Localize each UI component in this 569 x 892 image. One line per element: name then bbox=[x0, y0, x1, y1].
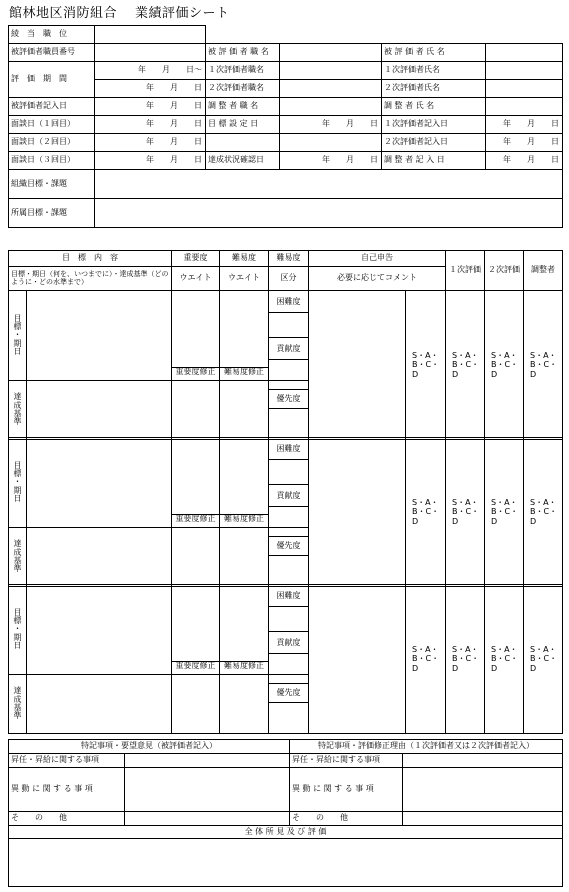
goal-vertical-char: 標 bbox=[13, 615, 22, 625]
second-name-field[interactable] bbox=[486, 80, 563, 98]
adjuster-entry-label: 調 整 者 記 入 日 bbox=[382, 152, 486, 170]
cat-difficulty-box[interactable] bbox=[269, 313, 308, 338]
self-rating-2[interactable] bbox=[406, 438, 446, 587]
cat-priority-label: 優先度 bbox=[269, 683, 308, 703]
other-label-right: そ の 他 bbox=[290, 812, 403, 826]
difficulty-weight-field-3[interactable] bbox=[220, 585, 269, 675]
difficulty-weight-field-2[interactable] bbox=[220, 438, 269, 528]
goal-block bbox=[8, 437, 563, 587]
title-doc: 業績評価シート bbox=[135, 6, 230, 21]
first-name-label: １次評価者氏名 bbox=[382, 62, 486, 80]
importance-fix-field-2[interactable] bbox=[172, 528, 220, 587]
rating-line: D bbox=[412, 663, 419, 673]
importance-fix-field-3[interactable] bbox=[172, 675, 220, 734]
goal-vertical-label bbox=[9, 438, 27, 528]
criteria-vertical-char: 成 bbox=[13, 547, 22, 557]
difficulty-fix-field-1[interactable] bbox=[220, 381, 269, 440]
header-weight2: ウエイト bbox=[220, 267, 269, 291]
interview3-field[interactable]: 年 月 日 bbox=[95, 152, 206, 170]
cat-priority-box[interactable] bbox=[269, 703, 308, 731]
rating-line: D bbox=[452, 663, 459, 673]
rating-line: S・A・ bbox=[452, 350, 479, 360]
cat-priority-label: 優先度 bbox=[269, 389, 308, 409]
cat-priority-box[interactable] bbox=[269, 409, 308, 437]
org-goal-field[interactable] bbox=[95, 170, 563, 199]
criteria-vertical-char: 基 bbox=[13, 556, 22, 565]
criteria-vertical-label bbox=[9, 528, 27, 587]
promotion-field-right[interactable] bbox=[403, 754, 563, 768]
goal-vertical-char: 目 bbox=[13, 607, 22, 617]
second-rating-2[interactable] bbox=[485, 438, 524, 587]
footer-table bbox=[8, 739, 563, 887]
first-rating-2[interactable] bbox=[446, 438, 485, 587]
priority-cell bbox=[269, 528, 309, 587]
rating-line: B・C・ bbox=[412, 360, 440, 370]
evaluatee-title-field[interactable] bbox=[280, 44, 382, 62]
rating-line: D bbox=[412, 516, 419, 526]
goal-vertical-char: ・ bbox=[13, 624, 22, 634]
cat-difficulty-box[interactable] bbox=[269, 460, 308, 485]
header-difficulty2: 難易度 bbox=[269, 251, 309, 267]
difficulty-fix-label: 難易度修正 bbox=[220, 661, 268, 674]
blank-cell-a bbox=[206, 134, 280, 152]
header-first: １次評価 bbox=[446, 251, 485, 291]
cat-difficulty-label: 困難度 bbox=[269, 585, 308, 607]
cat-contribution-label: 貢献度 bbox=[269, 485, 308, 507]
rating-line: S・A・ bbox=[491, 350, 518, 360]
goal-vertical-char: 目 bbox=[13, 313, 22, 323]
rating-line: D bbox=[452, 369, 459, 379]
rating-line: S・A・ bbox=[412, 350, 439, 360]
header-weight1: ウエイト bbox=[172, 267, 220, 291]
transfer-field-left[interactable] bbox=[125, 768, 290, 812]
rating-line: S・A・ bbox=[530, 497, 557, 507]
page-title bbox=[9, 2, 248, 21]
employee-no-label: 被評価者職員番号 bbox=[9, 44, 95, 62]
second-entry-field[interactable]: 年 月 日 bbox=[486, 134, 563, 152]
goal-vertical-char: ・ bbox=[13, 330, 22, 340]
second-rating-3[interactable] bbox=[485, 585, 524, 734]
cat-contribution-box[interactable] bbox=[269, 360, 308, 380]
cat-difficulty-box[interactable] bbox=[269, 607, 308, 632]
blank-cell-b bbox=[280, 134, 382, 152]
criteria-vertical-char: 成 bbox=[13, 400, 22, 410]
adjuster-name-label: 調 整 者 氏 名 bbox=[382, 98, 486, 116]
position-field[interactable] bbox=[95, 26, 206, 44]
rating-line: D bbox=[530, 516, 537, 526]
rating-line: B・C・ bbox=[491, 360, 519, 370]
first-title-field[interactable] bbox=[280, 62, 382, 80]
special-left-header: 特記事項・要望意見（被評価者記入） bbox=[9, 740, 290, 754]
criteria-text-field-1[interactable] bbox=[27, 381, 172, 440]
header-sub-content: 目標・期日（何を、いつまでに）・達成基準（どのように・どの水準まで） bbox=[9, 267, 172, 291]
rating-line: D bbox=[530, 663, 537, 673]
adjuster-title-label: 調 整 者 職 名 bbox=[206, 98, 280, 116]
goal-vertical-char: 標 bbox=[13, 468, 22, 478]
cat-contribution-box[interactable] bbox=[269, 507, 308, 527]
rating-line: S・A・ bbox=[491, 497, 518, 507]
rating-line: D bbox=[491, 516, 498, 526]
category-cell bbox=[269, 438, 309, 528]
goal-vertical-label bbox=[9, 291, 27, 381]
criteria-vertical-char: 基 bbox=[13, 409, 22, 418]
interview3-label: 面談日（３回目） bbox=[9, 152, 95, 170]
header-table bbox=[8, 25, 563, 228]
period-label: 評 価 期 間 bbox=[9, 62, 95, 98]
criteria-vertical-char: 達 bbox=[13, 539, 22, 549]
criteria-vertical-label bbox=[9, 675, 27, 734]
second-title-field[interactable] bbox=[280, 80, 382, 98]
progress-date-field[interactable]: 年 月 日 bbox=[280, 152, 382, 170]
overall-field[interactable] bbox=[9, 839, 563, 887]
goal-set-date-field[interactable]: 年 月 日 bbox=[280, 116, 382, 134]
header-category: 区分 bbox=[269, 267, 309, 291]
header-importance: 重要度 bbox=[172, 251, 220, 267]
interview1-field[interactable]: 年 月 日 bbox=[95, 116, 206, 134]
importance-weight-field-3[interactable] bbox=[172, 585, 220, 675]
promotion-label-right: 昇任・昇給に関する事項 bbox=[290, 754, 403, 768]
cat-priority-box[interactable] bbox=[269, 556, 308, 584]
criteria-vertical-char: 達 bbox=[13, 686, 22, 696]
cat-difficulty-label: 困難度 bbox=[269, 438, 308, 460]
difficulty-fix-field-3[interactable] bbox=[220, 675, 269, 734]
goal-vertical-label bbox=[9, 585, 27, 675]
goal-text-field-1[interactable] bbox=[27, 291, 172, 381]
second-rating-1[interactable] bbox=[485, 291, 524, 440]
cat-difficulty-label: 困難度 bbox=[269, 291, 308, 313]
cat-contribution-label: 貢献度 bbox=[269, 632, 308, 654]
rating-line: S・A・ bbox=[452, 644, 479, 654]
special-right-header: 特記事項・評価修正理由（１次評価者又は２次評価者記入） bbox=[290, 740, 563, 754]
period-start[interactable]: 年 月 日～ bbox=[95, 62, 206, 80]
rating-line: D bbox=[530, 369, 537, 379]
rating-line: B・C・ bbox=[452, 507, 480, 517]
importance-fix-field-1[interactable] bbox=[172, 381, 220, 440]
rating-line: S・A・ bbox=[530, 644, 557, 654]
employee-no-field[interactable] bbox=[95, 44, 206, 62]
goal-text-field-3[interactable] bbox=[27, 585, 172, 675]
transfer-label-left: 異 動 に 関 す る 事 項 bbox=[9, 768, 125, 812]
evaluatee-name-field[interactable] bbox=[486, 44, 563, 62]
criteria-vertical-char: 準 bbox=[13, 564, 22, 574]
adjuster-rating-2[interactable] bbox=[524, 438, 563, 587]
rating-line: B・C・ bbox=[452, 360, 480, 370]
rating-line: B・C・ bbox=[452, 654, 480, 664]
goal-vertical-char: 日 bbox=[13, 641, 22, 651]
self-comment-field-3[interactable] bbox=[309, 585, 406, 734]
goals-table bbox=[8, 250, 563, 291]
cat-contribution-label: 貢献度 bbox=[269, 338, 308, 360]
rating-line: D bbox=[412, 369, 419, 379]
goal-set-date-label: 目 標 設 定 日 bbox=[206, 116, 280, 134]
goal-block bbox=[8, 290, 563, 440]
criteria-vertical-char: 基 bbox=[13, 703, 22, 712]
priority-cell bbox=[269, 675, 309, 734]
importance-fix-label: 重要度修正 bbox=[172, 367, 219, 380]
rating-line: D bbox=[491, 369, 498, 379]
goal-vertical-char: 期 bbox=[13, 485, 22, 495]
category-cell bbox=[269, 585, 309, 675]
criteria-vertical-char: 準 bbox=[13, 711, 22, 721]
transfer-field-right[interactable] bbox=[403, 768, 563, 812]
interview2-field[interactable]: 年 月 日 bbox=[95, 134, 206, 152]
goal-block bbox=[8, 584, 563, 734]
self-rating-1[interactable] bbox=[406, 291, 446, 440]
rating-line: S・A・ bbox=[491, 644, 518, 654]
other-field-right[interactable] bbox=[403, 812, 563, 826]
priority-cell bbox=[269, 381, 309, 440]
goal-vertical-char: 日 bbox=[13, 494, 22, 504]
org-goal-label: 組織目標・課題 bbox=[9, 170, 95, 199]
cat-contribution-box[interactable] bbox=[269, 654, 308, 674]
importance-weight-field-1[interactable] bbox=[172, 291, 220, 381]
period-end[interactable]: 年 月 日 bbox=[95, 80, 206, 98]
entry-date-label: 被評価者記入日 bbox=[9, 98, 95, 116]
first-rating-1[interactable] bbox=[446, 291, 485, 440]
header-comment: 必要に応じてコメント bbox=[309, 267, 446, 291]
rating-line: D bbox=[491, 663, 498, 673]
goal-vertical-char: 日 bbox=[13, 347, 22, 357]
self-comment-field-1[interactable] bbox=[309, 291, 406, 440]
promotion-field-left[interactable] bbox=[125, 754, 290, 768]
importance-weight-field-2[interactable] bbox=[172, 438, 220, 528]
title-org: 館林地区消防組合 bbox=[9, 6, 118, 21]
evaluatee-title-label: 被 評 価 者 職 名 bbox=[206, 44, 280, 62]
rating-line: D bbox=[452, 516, 459, 526]
rating-line: S・A・ bbox=[412, 644, 439, 654]
adjuster-entry-field[interactable]: 年 月 日 bbox=[486, 152, 563, 170]
first-entry-label: １次評価者記入日 bbox=[382, 116, 486, 134]
difficulty-fix-label: 難易度修正 bbox=[220, 367, 268, 380]
difficulty-fix-field-2[interactable] bbox=[220, 528, 269, 587]
goal-text-field-2[interactable] bbox=[27, 438, 172, 528]
goal-vertical-char: ・ bbox=[13, 477, 22, 487]
criteria-text-field-2[interactable] bbox=[27, 528, 172, 587]
other-field-left[interactable] bbox=[125, 812, 290, 826]
criteria-vertical-label bbox=[9, 381, 27, 440]
position-label: 綾 当 職 位 bbox=[9, 26, 95, 44]
goal-vertical-char: 期 bbox=[13, 338, 22, 348]
adjuster-title-field[interactable] bbox=[280, 98, 382, 116]
rating-line: B・C・ bbox=[530, 507, 558, 517]
adjuster-name-field[interactable] bbox=[486, 98, 563, 116]
other-label-left: そ の 他 bbox=[9, 812, 125, 826]
progress-date-label: 達成状況確認日 bbox=[206, 152, 280, 170]
second-entry-label: ２次評価者記入日 bbox=[382, 134, 486, 152]
header-second: ２次評価 bbox=[485, 251, 524, 291]
rating-line: S・A・ bbox=[452, 497, 479, 507]
dept-goal-label: 所属目標・課題 bbox=[9, 199, 95, 228]
interview2-label: 面談日（２回目） bbox=[9, 134, 95, 152]
adjuster-rating-1[interactable] bbox=[524, 291, 563, 440]
rating-line: B・C・ bbox=[412, 654, 440, 664]
rating-line: B・C・ bbox=[530, 654, 558, 664]
difficulty-fix-label: 難易度修正 bbox=[220, 514, 268, 527]
criteria-text-field-3[interactable] bbox=[27, 675, 172, 734]
transfer-label-right: 異 動 に 関 す る 事 項 bbox=[290, 768, 403, 812]
rating-line: B・C・ bbox=[412, 507, 440, 517]
first-entry-field[interactable]: 年 月 日 bbox=[486, 116, 563, 134]
self-comment-field-2[interactable] bbox=[309, 438, 406, 587]
header-adjuster: 調整者 bbox=[524, 251, 563, 291]
goal-vertical-char: 期 bbox=[13, 632, 22, 642]
dept-goal-field[interactable] bbox=[95, 199, 563, 228]
category-cell bbox=[269, 291, 309, 381]
criteria-vertical-char: 準 bbox=[13, 417, 22, 427]
header-difficulty: 難易度 bbox=[220, 251, 269, 267]
overall-header: 全 体 所 見 及 び 評 価 bbox=[9, 826, 563, 839]
cat-priority-label: 優先度 bbox=[269, 536, 308, 556]
evaluatee-name-label: 被 評 価 者 氏 名 bbox=[382, 44, 486, 62]
rating-line: S・A・ bbox=[412, 497, 439, 507]
promotion-label-left: 昇任・昇給に関する事項 bbox=[9, 754, 125, 768]
header-self: 自己申告 bbox=[309, 251, 446, 267]
entry-date-field[interactable]: 年 月 日 bbox=[95, 98, 206, 116]
adjuster-rating-3[interactable] bbox=[524, 585, 563, 734]
rating-line: B・C・ bbox=[491, 507, 519, 517]
importance-fix-label: 重要度修正 bbox=[172, 514, 219, 527]
goal-vertical-char: 目 bbox=[13, 460, 22, 470]
second-name-label: ２次評価者氏名 bbox=[382, 80, 486, 98]
first-name-field[interactable] bbox=[486, 62, 563, 80]
rating-line: S・A・ bbox=[530, 350, 557, 360]
self-rating-3[interactable] bbox=[406, 585, 446, 734]
criteria-vertical-char: 成 bbox=[13, 694, 22, 704]
criteria-vertical-char: 達 bbox=[13, 392, 22, 402]
goal-vertical-char: 標 bbox=[13, 321, 22, 331]
interview1-label: 面談日（１回目） bbox=[9, 116, 95, 134]
importance-fix-label: 重要度修正 bbox=[172, 661, 219, 674]
second-title-label: ２次評価者職名 bbox=[206, 80, 280, 98]
rating-line: B・C・ bbox=[530, 360, 558, 370]
header-content: 目 標 内 容 bbox=[9, 251, 172, 267]
first-title-label: １次評価者職名 bbox=[206, 62, 280, 80]
difficulty-weight-field-1[interactable] bbox=[220, 291, 269, 381]
rating-line: B・C・ bbox=[491, 654, 519, 664]
first-rating-3[interactable] bbox=[446, 585, 485, 734]
